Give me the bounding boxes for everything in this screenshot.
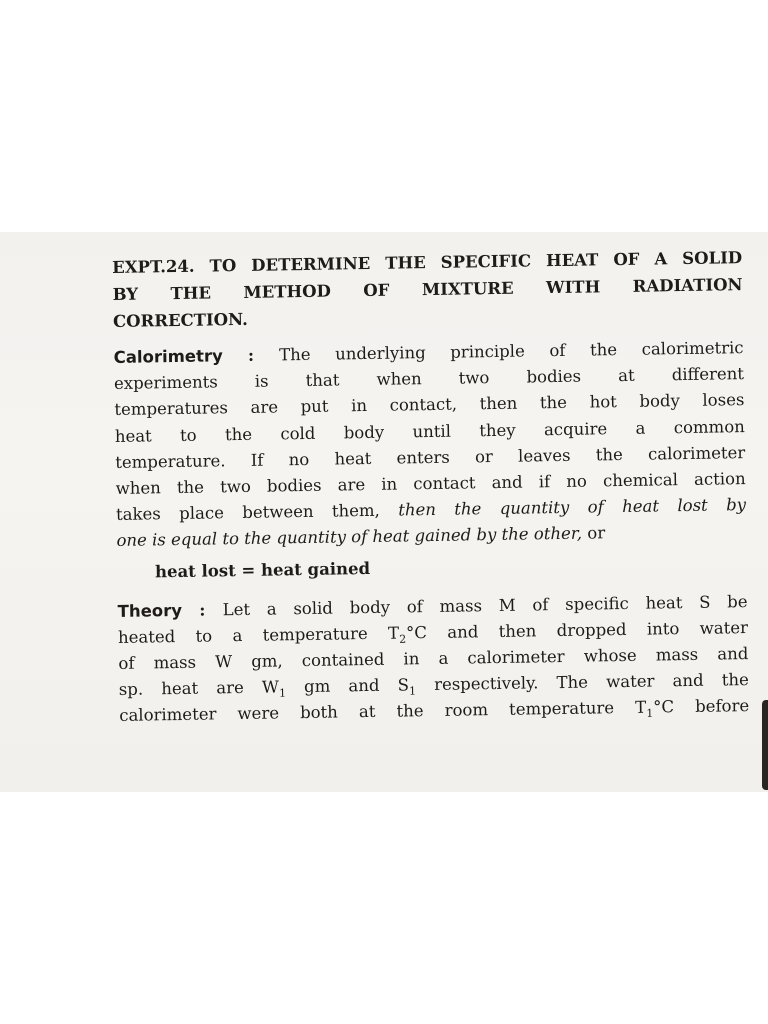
calorimetry-colon: : — [222, 345, 280, 366]
theory-text-4b: gm and S — [285, 675, 410, 697]
theory-text-2a: heated to a temperature T — [117, 623, 400, 647]
experiment-heading — [112, 244, 743, 335]
calorimetry-line-4: heat to the cold body until they acquire a common — [114, 416, 745, 446]
theory-paragraph — [117, 589, 749, 730]
document-body — [112, 244, 749, 729]
theory-text-1: Let a solid body of mass M of specific heat S be — [222, 591, 748, 619]
calorimetry-line-2: experiments is that when two bodies at different — [113, 364, 745, 394]
theory-sub-t1: 1 — [646, 707, 654, 721]
calorimetry-italic-b: one is equal to the quantity of heat gained by the other, — [116, 524, 583, 551]
heading-line-2: BY THE METHOD OF MIXTURE WITH RADIATION — [112, 275, 743, 304]
calorimetry-tail: or — [581, 523, 606, 544]
calorimetry-text-7: takes place between them, — [115, 501, 381, 525]
calorimetry-line-3: temperatures are put in contact, then the hot body loses — [114, 390, 745, 420]
heading-line-3: CORRECTION. — [112, 309, 248, 331]
calorimetry-line-5: temperature. If no heat enters or leaves the calorimeter — [115, 442, 746, 472]
calorimetry-italic-a: then the quantity of heat lost by — [379, 495, 747, 521]
calorimetry-text-1: The underlying principle of the calorimetric — [278, 338, 744, 365]
theory-text-5b: °C before — [653, 696, 750, 717]
calorimetry-label: Calorimetry — [113, 346, 223, 367]
calorimetry-line-6: when the two bodies are in contact and if no chemical action — [115, 469, 746, 498]
calorimetry-paragraph — [113, 335, 746, 554]
theory-text-4c: respectively. The water and the — [415, 670, 749, 695]
theory-text-2b: °C and then dropped into water — [405, 617, 749, 643]
theory-sub-w1: 1 — [278, 686, 287, 700]
theory-sub-s1: 1 — [408, 684, 417, 698]
theory-label: Theory — [117, 600, 183, 621]
theory-text-4a: sp. heat are W — [118, 677, 280, 700]
book-edge-shadow — [762, 700, 768, 790]
theory-line-3: of mass W gm, contained in a calorimeter whose mass and — [118, 644, 749, 673]
heat-balance-equation: heat lost = heat gained — [154, 558, 371, 581]
theory-colon: : — [181, 599, 223, 620]
theory-sub-t2: 2 — [399, 632, 407, 646]
theory-text-5a: calorimeter were both at the room temperature T — [119, 698, 647, 726]
heading-line-1: EXPT.24. TO DETERMINE THE SPECIFIC HEAT OF A SOLID — [112, 248, 743, 277]
